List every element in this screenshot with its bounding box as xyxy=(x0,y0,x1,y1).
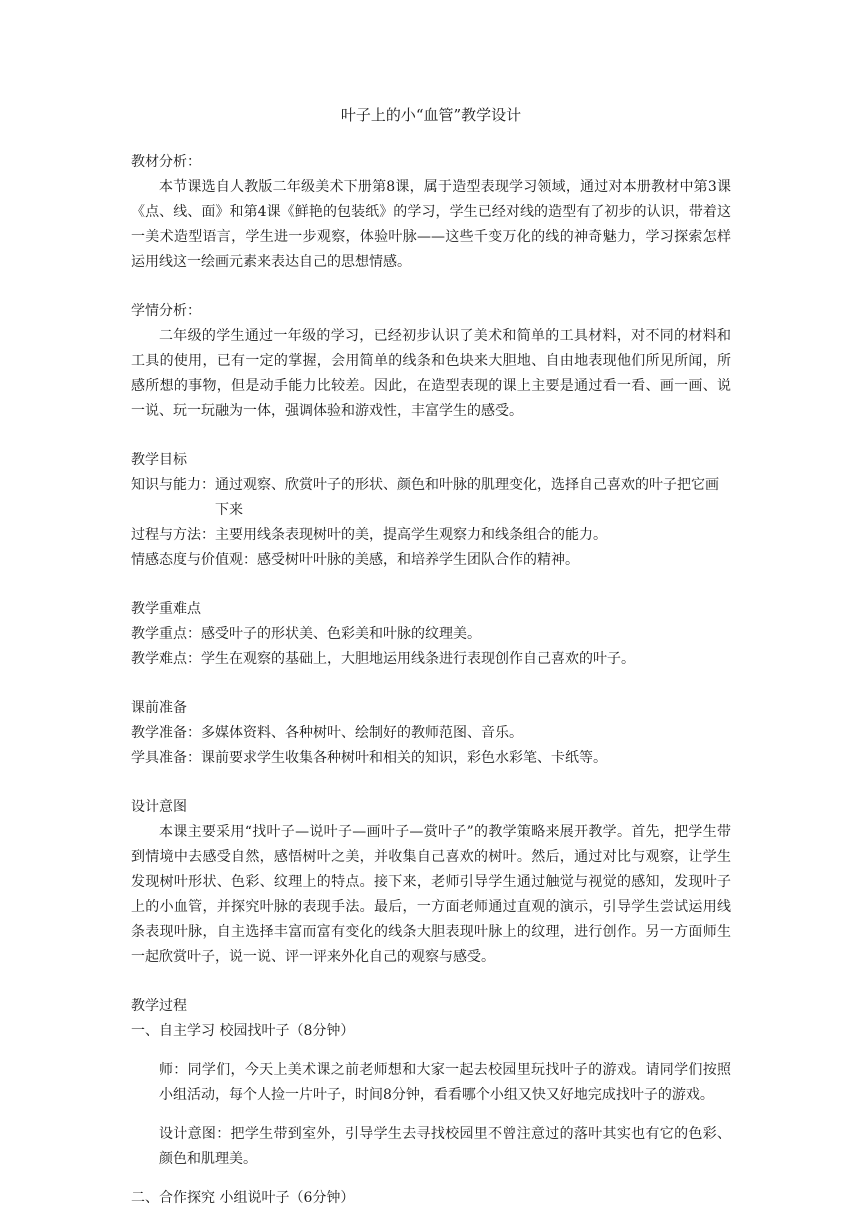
goal-emotion xyxy=(131,548,731,573)
document-content xyxy=(131,103,731,1211)
material-analysis-heading: 教材分析： xyxy=(131,154,201,170)
goal-emotion-text: 感受树叶叶脉的美感，和培养学生团队合作的精神。 xyxy=(257,552,579,568)
process-step-1-teacher: 师：同学们，今天上美术课之前老师想和大家一起去校园里玩找叶子的游戏。请同学们按照小组活动，每个人捡一片叶子，时间8分钟，看看哪个小组又快又好地完成找叶子的游戏。 xyxy=(159,1062,731,1103)
student-prep-label: 学具准备： xyxy=(131,750,201,766)
goal-process xyxy=(131,523,731,548)
design-intent-body: 本课主要采用“找叶子—说叶子—画叶子—赏叶子”的教学策略来展开教学。首先，把学生带到情境中去感受自然，感悟树叶之美，并收集自己喜欢的树叶。然后，通过对比与观察，让学生发现树叶形状、色彩、纹理上的特点。接下来，老师引导学生通过触觉与视觉的感知，发现叶子上的小血管，并探究叶脉的表现手法。最后，一方面老师通过直观的演示，引导学生尝试运用线条表现叶脉，自主选择丰富而富有变化的线条大胆表现叶脉上的纹理，进行创作。另一方面师生一起欣赏叶子，说一说、评一评来外化自己的观察与感受。 xyxy=(131,824,731,965)
material-analysis-body: 本节课选自人教版二年级美术下册第8课，属于造型表现学习领域，通过对本册教材中第3课《点、线、面》和第4课《鲜艳的包装纸》的学习，学生已经对线的造型有了初步的认识，带着这一美术造型语言，学生进一步观察，体验叶脉——这些千变万化的线的神奇魅力，学习探索怎样运用线这一绘画元素来表达自己的思想情感。 xyxy=(131,179,731,270)
key-points-heading: 教学重难点 xyxy=(131,601,201,617)
difficult-point xyxy=(131,647,731,672)
process-step-1-intent: 设计意图：把学生带到室外，引导学生去寻找校园里不曾注意过的落叶其实也有它的色彩、颜色和肌理美。 xyxy=(159,1126,731,1167)
key-point xyxy=(131,622,731,647)
student-analysis-heading: 学情分析： xyxy=(131,303,201,319)
teaching-prep-label: 教学准备： xyxy=(131,725,201,741)
teaching-process-heading: 教学过程 xyxy=(131,998,187,1014)
process-step-1: 一、自主学习 校园找叶子（8分钟） xyxy=(131,1023,355,1039)
teaching-prep xyxy=(131,721,731,746)
student-analysis-body: 二年级的学生通过一年级的学习，已经初步认识了美术和简单的工具材料，对不同的材料和工具的使用，已有一定的掌握，会用简单的线条和色块来大胆地、自由地表现他们所见所闻，所感所想的事物，但是动手能力比较差。因此，在造型表现的课上主要是通过看一看、画一画、说一说、玩一玩融为一体，强调体验和游戏性，丰富学生的感受。 xyxy=(131,328,731,419)
goal-knowledge xyxy=(131,473,731,523)
key-point-text: 感受叶子的形状美、色彩美和叶脉的纹理美。 xyxy=(201,626,481,642)
difficult-point-text: 学生在观察的基础上，大胆地运用线条进行表现创作自己喜欢的叶子。 xyxy=(201,651,635,667)
goal-process-label: 过程与方法： xyxy=(131,527,215,543)
goal-knowledge-label: 知识与能力： xyxy=(131,477,215,493)
goal-process-text: 主要用线条表现树叶的美，提高学生观察力和线条组合的能力。 xyxy=(215,527,607,543)
design-intent-heading: 设计意图 xyxy=(131,799,187,815)
process-step-2: 二、合作探究 小组说叶子（6分钟） xyxy=(131,1190,355,1206)
teaching-goals-heading: 教学目标 xyxy=(131,452,187,468)
student-prep xyxy=(131,746,731,771)
key-point-label: 教学重点： xyxy=(131,626,201,642)
goal-emotion-label: 情感态度与价值观： xyxy=(131,552,257,568)
goal-knowledge-text: 通过观察、欣赏叶子的形状、颜色和叶脉的肌理变化，选择自己喜欢的叶子把它画下来 xyxy=(215,477,719,518)
teaching-prep-text: 多媒体资料、各种树叶、绘制好的教师范图、音乐。 xyxy=(201,725,523,741)
difficult-point-label: 教学难点： xyxy=(131,651,201,667)
student-prep-text: 课前要求学生收集各种树叶和相关的知识，彩色水彩笔、卡纸等。 xyxy=(201,750,607,766)
preparation-heading: 课前准备 xyxy=(131,700,187,716)
document-title: 叶子上的小“血管”教学设计 xyxy=(340,106,522,124)
